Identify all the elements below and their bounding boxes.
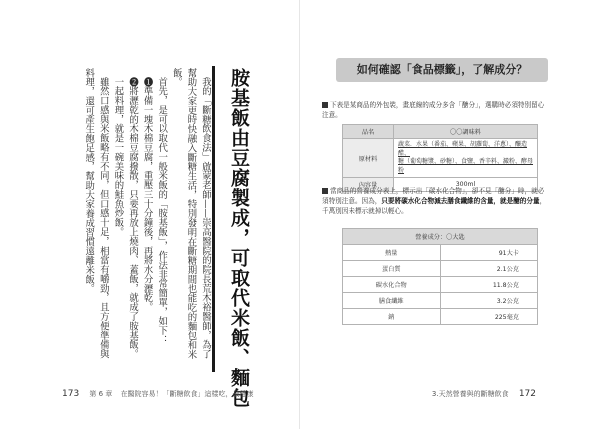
product-name-label: 品名 bbox=[343, 125, 394, 139]
body-paragraph: 雖然口感與米飯略有不同，但口感十足，相當有嚼勁，且方便準備與料理，還可產生飽足感，幫助大家養成習慣遠離米飯。 bbox=[83, 68, 109, 360]
table-row bbox=[343, 125, 538, 139]
nutrient-value: 225毫克 bbox=[440, 309, 538, 325]
question-banner: 如何確認「食品標籤」，了解成分？ bbox=[336, 58, 548, 82]
nutrition-intro-emphasis: 只要將碳水化合物減去膳食纖維的含量，就是醣的分量 bbox=[381, 197, 540, 205]
nutrition-header: 營養成分：〇大匙 bbox=[343, 229, 538, 245]
table-row bbox=[343, 245, 538, 261]
nutrient-value: 3.2公克 bbox=[440, 293, 538, 309]
nutrition-intro-tail: ，千萬別因未標示就掉以輕心。 bbox=[322, 197, 547, 215]
nutrient-name: 熱量 bbox=[343, 245, 441, 261]
table-row bbox=[343, 229, 538, 245]
left-footer bbox=[62, 389, 254, 399]
right-page-number: 172 bbox=[518, 389, 536, 399]
right-footer bbox=[432, 389, 536, 399]
label-intro-text: 下表是某商品的外包裝，畫底線的成分多含「醣分」，選購時必須特別留心注意。 bbox=[322, 101, 545, 119]
nutrient-value: 2.1公克 bbox=[440, 261, 538, 277]
label-intro-paragraph bbox=[322, 100, 548, 120]
product-name-value: 〇〇調味料 bbox=[394, 125, 538, 139]
nutrient-value: 91大卡 bbox=[440, 245, 538, 261]
nutrient-value: 11.8公克 bbox=[440, 277, 538, 293]
table-row bbox=[343, 139, 538, 178]
bullet-square-icon bbox=[322, 102, 328, 108]
left-page-title: 胺基飯由豆腐製成，可取代米飯、麵包 bbox=[228, 68, 250, 408]
nutrient-name: 蛋白質 bbox=[343, 261, 441, 277]
body-paragraph: ❷將瀝乾的木棉豆腐撥散，只要再放上燒肉、蓋飯，就成了胺基飯。 bbox=[127, 77, 139, 360]
bullet-square-icon bbox=[322, 188, 328, 194]
ingredients-line: 糖（葡萄糖漿、砂糖）、食鹽、香辛料、澱粉、酵母粉 bbox=[398, 158, 534, 174]
nutrient-name: 膳食纖維 bbox=[343, 293, 441, 309]
body-paragraph: 首先，是可以取代一般米飯的「胺基飯」，作法非常簡單，如下： bbox=[156, 77, 168, 346]
body-paragraph: ❶準備一塊木棉豆腐，重壓三十分鐘後，再將水分瀝乾。 bbox=[141, 77, 153, 313]
chapter-label: 第 6 章 bbox=[89, 390, 113, 398]
left-page-body bbox=[72, 68, 212, 360]
nutrition-intro-paragraph bbox=[322, 186, 548, 216]
ingredients-value bbox=[394, 139, 538, 178]
chapter-title: 在醫院容易！「斷糖飲食」這樣吃，最健康 bbox=[120, 390, 254, 398]
nutrition-facts-table bbox=[342, 228, 538, 325]
body-paragraph: 一起料理，就是一碗美味的鮭魚炒飯。 bbox=[112, 77, 124, 238]
title-rule bbox=[212, 66, 215, 372]
nutrient-name: 碳水化合物 bbox=[343, 277, 441, 293]
left-page-number: 173 bbox=[62, 389, 80, 399]
page-gutter bbox=[299, 0, 300, 429]
table-row bbox=[343, 277, 538, 293]
content-amount-value: 300ml bbox=[394, 178, 538, 192]
ingredient-label-table bbox=[342, 124, 538, 192]
section-title: 3.天然營養與的斷糖飲食 bbox=[431, 390, 509, 398]
nutrition-intro-lead: 當商品的營養成分表上，標示出「碳水化合物」，卻不見「醣分」時，就必須特別注意。因為， bbox=[322, 187, 545, 205]
ingredients-line: 蔬菜．水果（番茄、蘋果、胡蘿蔔、洋蔥）、釀造醋、 bbox=[398, 141, 528, 157]
ingredients-label: 原材料 bbox=[343, 139, 394, 178]
content-amount-label: 內容量 bbox=[343, 178, 394, 192]
body-paragraph: 我的「斷糖飲食法」啟蒙老師——崇高醫院的院長荒木裕醫師，為了幫助大家更時快融入斷糖生活，特別發明在斷糖期間也能吃的麵包和米飯。 bbox=[170, 68, 211, 360]
table-row bbox=[343, 309, 538, 325]
nutrient-name: 鈉 bbox=[343, 309, 441, 325]
table-row bbox=[343, 293, 538, 309]
table-row bbox=[343, 261, 538, 277]
